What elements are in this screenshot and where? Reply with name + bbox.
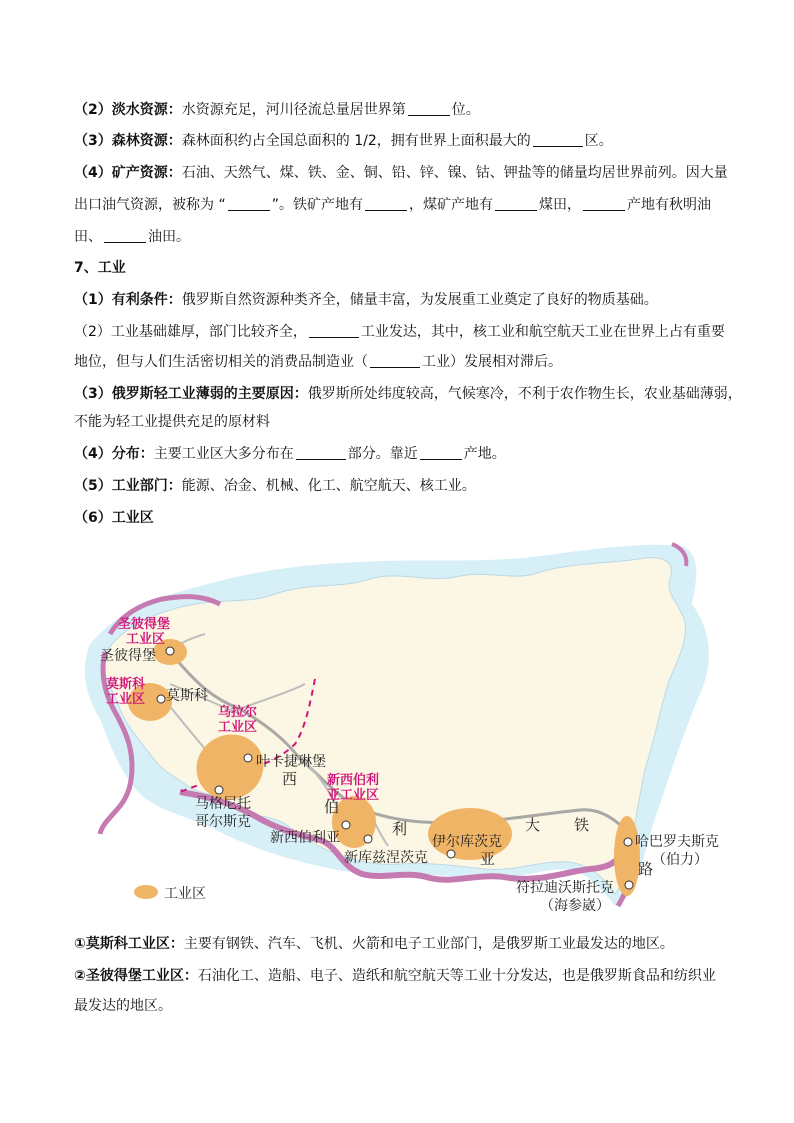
city-marker — [166, 647, 174, 655]
region-label-nsb-1: 新西伯利 — [327, 773, 380, 788]
answer-blank[interactable] — [309, 323, 359, 338]
legend-swatch — [134, 885, 158, 899]
answer-blank[interactable] — [370, 353, 420, 368]
freshwater-heading: （2）淡水资源： — [74, 102, 182, 118]
city-marker — [215, 786, 223, 794]
city-label-khabarovsk: 哈巴罗夫斯克 — [635, 834, 719, 850]
distribution-heading: （4）分布： — [74, 446, 154, 462]
region-label-ural-1: 乌拉尔 — [218, 705, 258, 720]
railway-char: 大 — [525, 816, 541, 834]
spb-zone-heading: ②圣彼得堡工业区： — [74, 968, 198, 984]
city-label-novosibirsk: 新西伯利亚 — [270, 830, 340, 846]
city-label-yekaterinburg: 叶卡捷琳堡 — [256, 754, 326, 770]
railway-char: 路 — [638, 860, 654, 878]
city-marker — [364, 835, 372, 843]
section-industry-heading: 7、工业 — [74, 260, 126, 276]
city-label-novokuznetsk: 新库兹涅茨克 — [344, 850, 428, 866]
region-label-ural-2: 工业区 — [218, 720, 258, 735]
city-marker — [157, 695, 165, 703]
railway-char: 利 — [392, 820, 408, 838]
departments-line: （5）工业部门：能源、冶金、机械、化工、航空航天、核工业。 — [74, 478, 476, 494]
russia-industrial-map — [70, 534, 730, 920]
spb-zone-line: ②圣彼得堡工业区：石油化工、造船、电子、造纸和航空航天等工业十分发达，也是俄罗斯食品和纺织业 — [74, 968, 716, 984]
city-label-vladivostok-alt: （海参崴） — [540, 898, 610, 914]
industry-base-line-2: 地位，但与人们生活密切相关的消费品制造业（ 工业）发展相对滞后。 — [74, 354, 562, 370]
region-label-spb-1: 圣彼得堡 — [118, 617, 171, 632]
railway-char: 亚 — [480, 850, 496, 868]
answer-blank[interactable] — [583, 196, 625, 211]
answer-blank[interactable] — [533, 132, 583, 147]
city-label-magnitogorsk-1: 马格尼托 — [195, 796, 251, 812]
industry-base-line: （2）工业基础雄厚，部门比较齐全， 工业发达，其中，核工业和航空航天工业在世界上占有重要 — [74, 324, 725, 340]
favorable-heading: （1）有利条件： — [74, 292, 182, 308]
region-label-msk-1: 莫斯科 — [106, 677, 146, 692]
city-label-magnitogorsk-2: 哥尔斯克 — [195, 814, 251, 830]
region-label-msk-2: 工业区 — [106, 692, 146, 707]
city-marker — [342, 821, 350, 829]
city-label-irkutsk: 伊尔库茨克 — [432, 834, 502, 850]
city-marker — [624, 838, 632, 846]
forest-line: （3）森林资源：森林面积约占全国总面积的 1/2，拥有世界上面积最大的 区。 — [74, 133, 613, 149]
city-marker — [447, 850, 455, 858]
light-industry-line: （3）俄罗斯轻工业薄弱的主要原因：俄罗斯所处纬度较高，气候寒冷，不利于农作物生长，农业基础薄弱， — [74, 386, 742, 402]
answer-blank[interactable] — [365, 196, 407, 211]
answer-blank[interactable] — [296, 445, 346, 460]
mineral-line: （4）矿产资源：石油、天然气、煤、铁、金、铜、铅、锌、镍、钴、钾盐等的储量均居世界前列。因大量 — [74, 165, 728, 181]
city-marker — [244, 754, 252, 762]
city-label-khabarovsk-alt: （伯力） — [652, 852, 708, 868]
industrial-zones-heading: （6）工业区 — [74, 510, 154, 526]
answer-blank[interactable] — [408, 101, 450, 116]
railway-char: 铁 — [574, 816, 590, 834]
departments-heading: （5）工业部门： — [74, 478, 182, 494]
answer-blank[interactable] — [104, 228, 146, 243]
answer-blank[interactable] — [495, 196, 537, 211]
light-industry-line-2: 不能为轻工业提供充足的原材料 — [74, 414, 270, 430]
region-label-spb-2: 工业区 — [126, 632, 166, 647]
city-label-spb: 圣彼得堡 — [100, 648, 156, 664]
city-label-moscow: 莫斯科 — [166, 688, 208, 704]
moscow-zone-line: ①莫斯科工业区：主要有钢铁、汽车、飞机、火箭和电子工业部门，是俄罗斯工业最发达的地区。 — [74, 936, 674, 952]
mineral-line-2: 出口油气资源，被称为 “ ”。铁矿产地有 ，煤矿产地有 煤田， 产地有秋明油 — [74, 197, 711, 213]
legend-label: 工业区 — [164, 886, 206, 902]
railway-char: 伯 — [324, 798, 340, 816]
city-marker — [625, 881, 633, 889]
mineral-heading: （4）矿产资源： — [74, 165, 182, 181]
light-industry-heading: （3）俄罗斯轻工业薄弱的主要原因： — [74, 386, 308, 402]
railway-char: 西 — [282, 770, 298, 788]
region-label-nsb-2: 亚工业区 — [327, 788, 380, 803]
answer-blank[interactable] — [228, 196, 270, 211]
forest-heading: （3）森林资源： — [74, 133, 182, 149]
answer-blank[interactable] — [420, 445, 462, 460]
spb-zone-line-2: 最发达的地区。 — [74, 998, 172, 1014]
city-label-vladivostok: 符拉迪沃斯托克 — [516, 880, 614, 896]
mineral-line-3: 田、 油田。 — [74, 229, 190, 245]
favorable-conditions-line: （1）有利条件：俄罗斯自然资源种类齐全，储量丰富，为发展重工业奠定了良好的物质基础。 — [74, 292, 658, 308]
distribution-line: （4）分布：主要工业区大多分布在 部分。靠近 产地。 — [74, 446, 506, 462]
moscow-zone-heading: ①莫斯科工业区： — [74, 936, 184, 952]
freshwater-line: （2）淡水资源：水资源充足，河川径流总量居世界第 位。 — [74, 102, 480, 118]
russia-land — [104, 558, 686, 894]
